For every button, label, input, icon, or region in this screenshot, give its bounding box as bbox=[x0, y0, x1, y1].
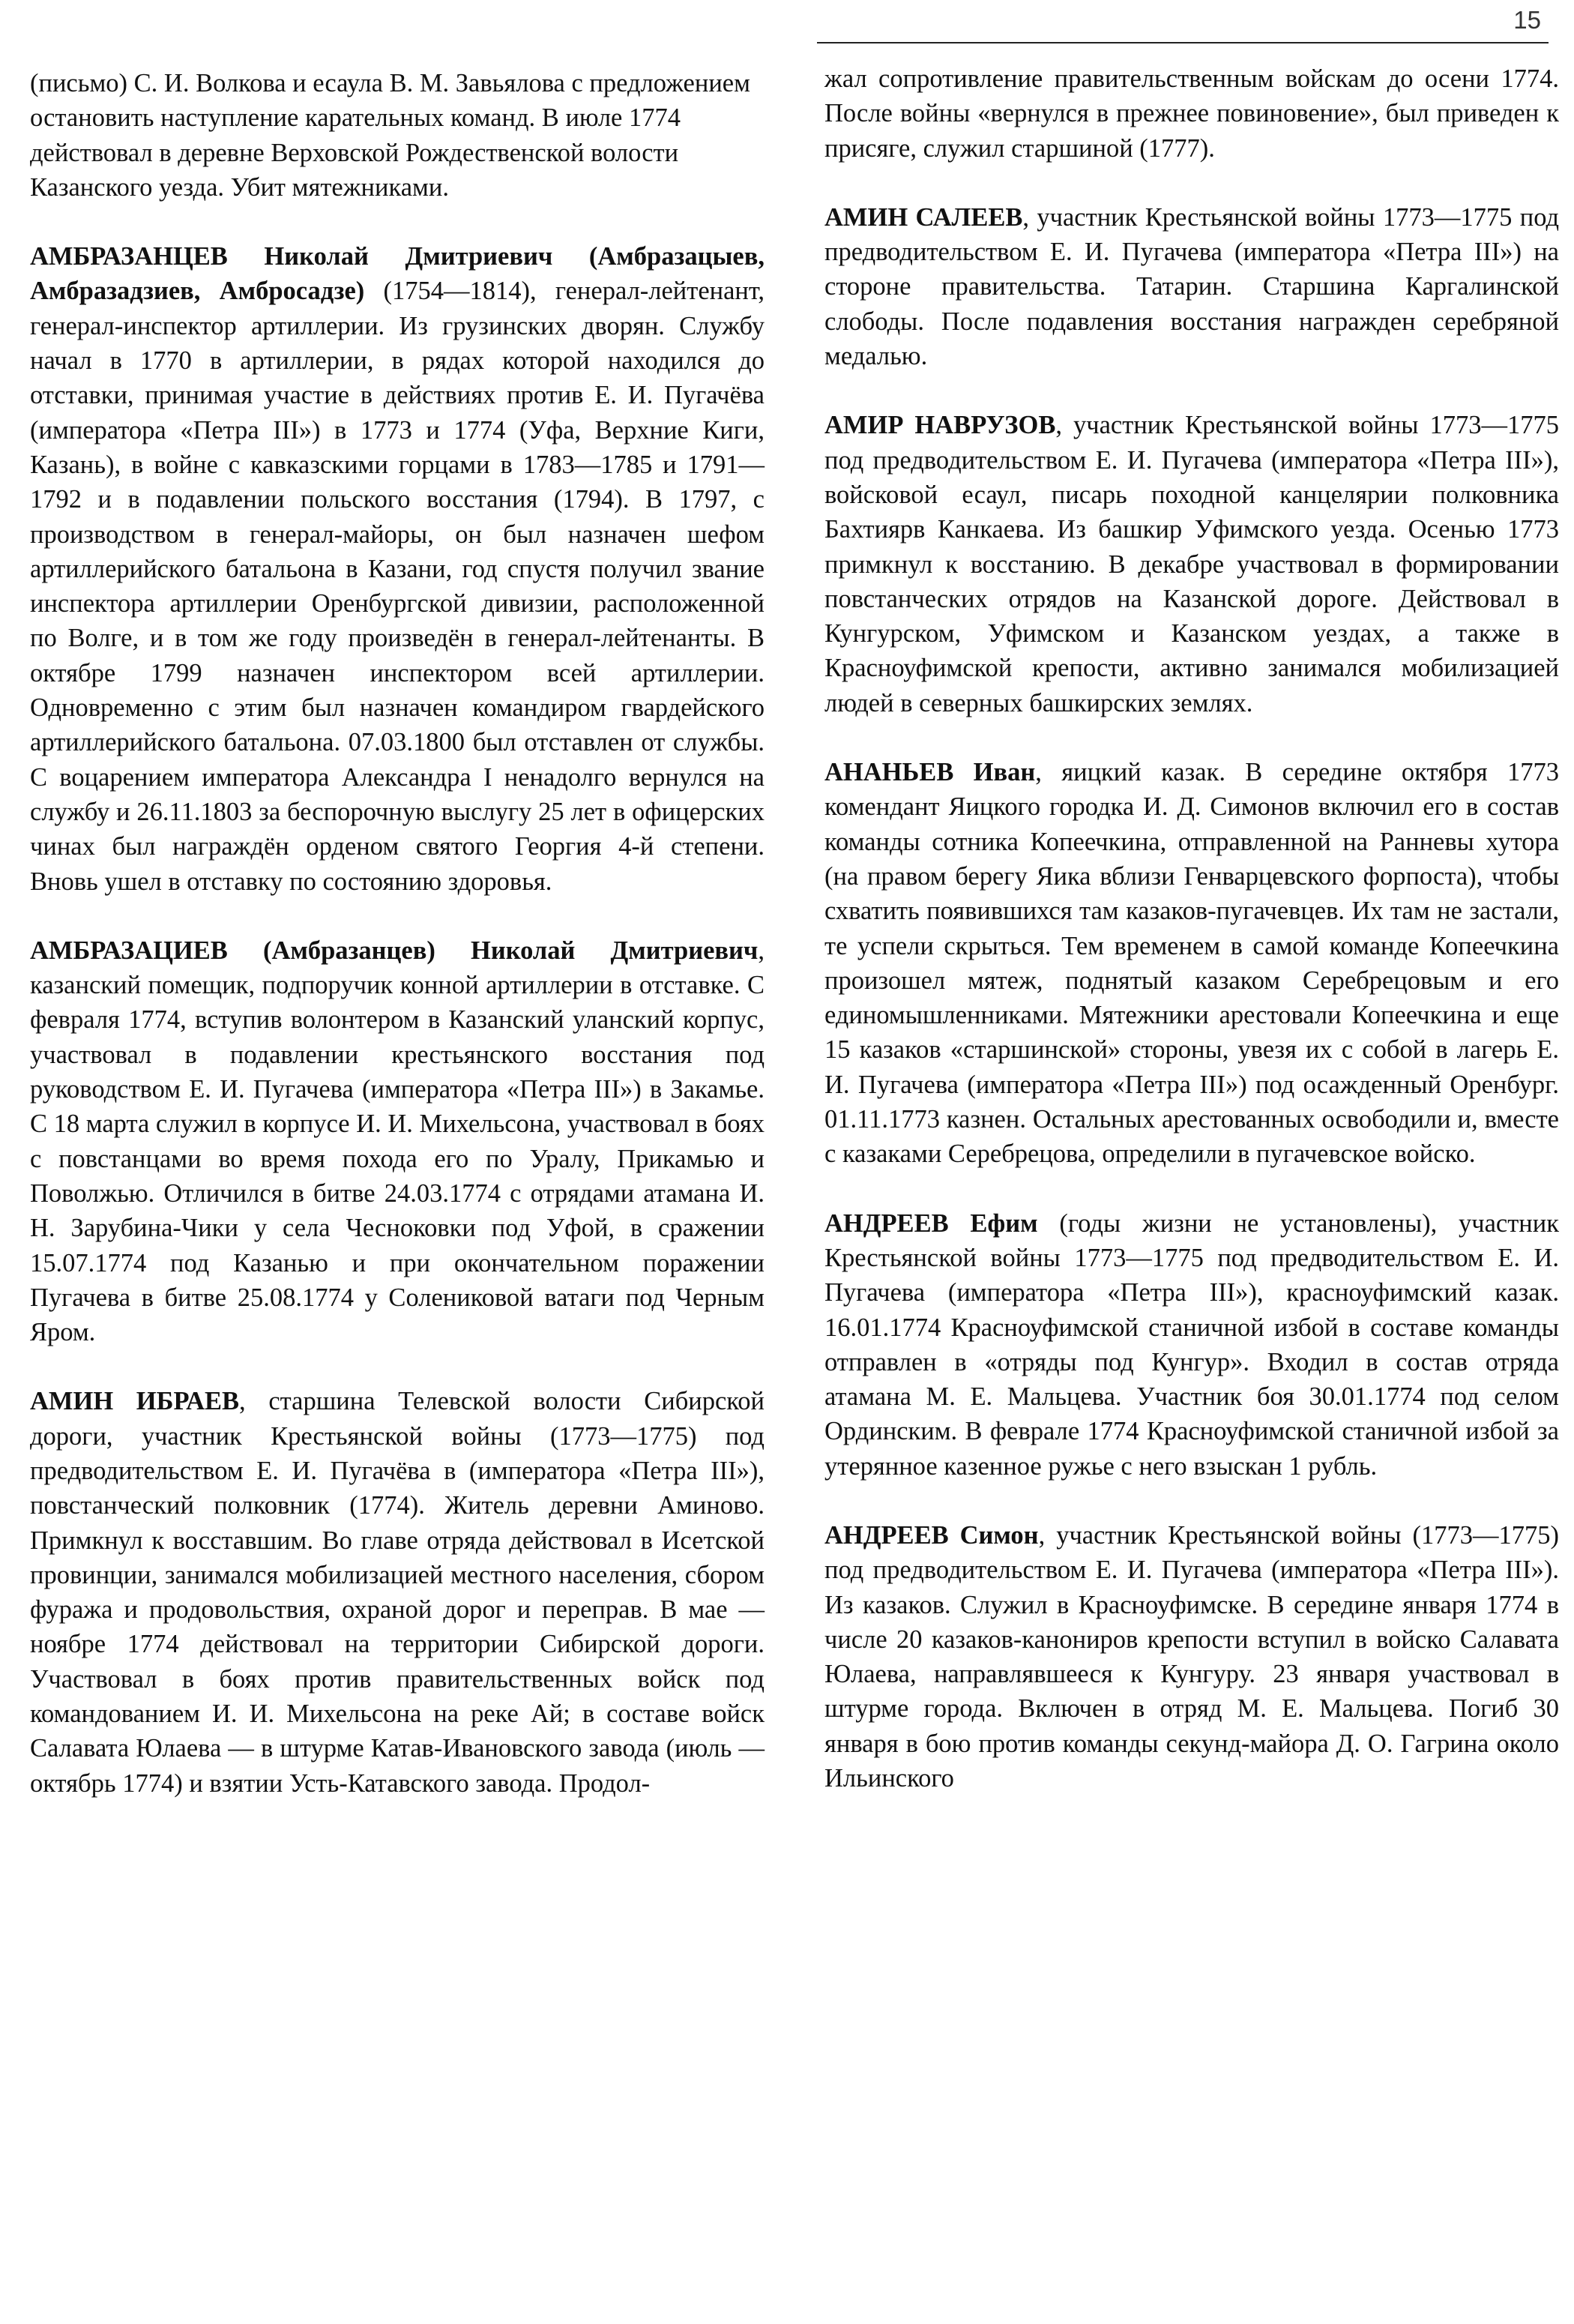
entry-title: АНДРЕЕВ Ефим bbox=[824, 1208, 1038, 1238]
entry-title: АМИН САЛЕЕВ bbox=[824, 202, 1023, 232]
entry-text: , старшина Телевской волости Сибирской дороги, участник Крестьянской войны (1773—1775) под предводительством Е. И. Пугачёва в (императора «Петра III»), повстанческий полковник (1774). Житель деревни Аминово. Примкнул к восставшим. Во главе отряда действовал в Исетской провинции, занимался мобилизацией местного населения, сбором фуража и продовольствия, охраной дорог и переправ. В мае — ноябре 1774 действовал на территории Сибирской дороги. Участвовал в боях против правительственных войск под командованием И. И. Михельсона на реке Ай; в составе войск Салавата Юлаева — в штурме Катав-Ивановского завода (июль — октябрь 1774) и взятии Усть-Катавского завода. Продол- bbox=[30, 1387, 765, 1798]
header-rule bbox=[817, 42, 1549, 43]
entry-text: , участник Крестьянской войны (1773—1775) под предводительством Е. И. Пугачева (императора «Петра III»). Из казаков. Служил в Красноуфимске. В середине января 1774 в числе 20 казаков-канониров крепости вступил в войско Салавата Юлаева, направлявшееся к Кунгуру. 23 января участвовал в штурме города. Включен в отряд М. Е. Мальцева. Погиб 30 января в бою против команды секунд-майора Д. О. Гагрина около Ильинского bbox=[824, 1520, 1559, 1793]
entry-andreev-efim bbox=[824, 1206, 1559, 1484]
left-column bbox=[30, 66, 765, 1835]
entry-title: АМИР НАВРУЗОВ bbox=[824, 411, 1056, 440]
entry-text: , участник Крестьянской войны 1773—1775 под предводительством Е. И. Пугачева (императора «Петра III») на стороне правительства. Татарин. Старшина Каргалинской слободы. После подавления восстания награжден серебряной медалью. bbox=[824, 202, 1559, 371]
entry-text: жал сопротивление правительственным войскам до осени 1774. После войны «вернулся в прежнее повиновение», был приведен к присяге, служил старшиной (1777). bbox=[824, 64, 1559, 163]
entry-text: (1754—1814), генерал-лейтенант, генерал-инспектор артиллерии. Из грузинских дворян. Службу начал в 1770 в артиллерии, в рядах которой находился до отставки, принимая участие в действиях против Е. И. Пугачёва (императора «Петра III») в 1773 и 1774 (Уфа, Верхние Киги, Казань), в войне с кавказскими горцами в 1783—1785 и 1791—1792 и в подавлении польского восстания (1794). В 1797, с производством в генерал-майоры, он был назначен шефом артиллерийского батальона в Казани, год спустя получил звание инспектора артиллерии Оренбургской дивизии, расположенной по Волге, и в том же году произведён в генерал-лейтенанты. В октябре 1799 назначен инспектором всей артиллерии. Одновременно с этим был назначен командиром гвардейского артиллерийского батальона. 07.03.1800 был отставлен от службы. С воцарением императора Александра I ненадолго вернулся на службу и 26.11.1803 за беспорочную выслугу 25 лет в офицерских чинах был награждён орденом святого Георгия 4-й степени. Вновь ушел в отставку по состоянию здоровья. bbox=[30, 277, 765, 896]
page-number: 15 bbox=[1513, 6, 1541, 34]
entry-title: АНАНЬЕВ Иван bbox=[824, 758, 1036, 787]
entry-text: , участник Крестьянской войны 1773—1775 под предводительством Е. И. Пугачева (императора «Петра III»), войсковой есаул, писарь походной канцелярии полковника Бахтиярв Канкаева. Из башкир Уфимского уезда. Осенью 1773 примкнул к восстанию. В декабре участвовал в формировании повстанческих отрядов на Казанской дороге. Действовал в Кунгурском, Уфимском и Казанском уездах, а также в Красноуфимской крепости, активно занимался мобилизацией людей в северных башкирских землях. bbox=[824, 411, 1559, 717]
entry-ambrazatsiev bbox=[30, 933, 765, 1350]
entry-text: (годы жизни не установлены), участник Крестьянской войны 1773—1775 под предводительством Е. И. Пугачева (императора «Петра III»), красноуфимский казак. 16.01.1774 Красноуфимской станичной избой в составе команды отправлен в «отряды под Кунгур». Входил в состав отряда атамана М. Е. Мальцева. Участник боя 30.01.1774 под селом Ординским. В феврале 1774 Красноуфимской станичной избой за утерянное казенное ружье с него взыскан 1 рубль. bbox=[824, 1208, 1559, 1481]
entry-amir-navruzov bbox=[824, 408, 1559, 720]
entry-continuation bbox=[824, 61, 1559, 166]
entry-text: , яицкий казак. В середине октября 1773 комендант Яицкого городка И. Д. Симонов включил его в состав команды сотника Копеечкина, отправленной на Ранневы хутора (на правом берегу Яика вблизи Генварцевского форпоста), чтобы схватить появившихся там казаков-пугачевцев. Их там не застали, те успели скрыться. Тем временем в самой команде Копеечкина произошел мятеж, поднятый казаком Серебрецовым и его единомышленниками. Мятежники арестовали Копеечкина и еще 15 казаков «старшинской» стороны, увезя их с собой в лагерь Е. И. Пугачева (императора «Петра III») под осажденный Оренбург. 01.11.1773 казнен. Остальных арестованных освободили и, вместе с казаками Серебрецова, определили в пугачевское войско. bbox=[824, 758, 1559, 1169]
entry-title: АНДРЕЕВ Симон bbox=[824, 1520, 1039, 1550]
entry-amin-saleev bbox=[824, 200, 1559, 373]
entry-title: АМБРАЗАЦИЕВ (Амбразанцев) Николай Дмитриевич bbox=[30, 936, 759, 965]
entry-ananiev-ivan bbox=[824, 755, 1559, 1172]
entry-title: АМБРАЗАНЦЕВ Николай Дмитриевич (Амбразацыев, Амбразадзиев, Амбросадзе) bbox=[30, 242, 765, 306]
right-column bbox=[824, 61, 1559, 1830]
entry-continuation bbox=[30, 66, 765, 205]
entry-ambrazantsev bbox=[30, 239, 765, 899]
entry-text: , казанский помещик, подпоручик конной артиллерии в отставке. С февраля 1774, вступив волонтером в Казанский уланский корпус, участвовал в подавлении крестьянского восстания под руководством Е. И. Пугачева (императора «Петра III») в Закамье. С 18 марта служил в корпусе И. И. Михельсона, участвовал в боях с повстанцами во время похода его по Уралу, Прикамью и Поволжью. Отличился в битве 24.03.1774 с отрядами атамана И. Н. Зарубина-Чики у села Чесноковки под Уфой, в сражении 15.07.1774 под Казанью и при окончательном поражении Пугачева в битве 25.08.1774 у Солениковой ватаги под Черным Яром. bbox=[30, 936, 765, 1347]
entry-amin-ibraev bbox=[30, 1384, 765, 1801]
entry-text: (письмо) С. И. Волкова и есаула В. М. Завьялова с предложением остановить наступление карательных команд. В июле 1774 действовал в деревне Верховской Рождественской волости Казанского уезда. Убит мятежниками. bbox=[30, 69, 750, 202]
entry-title: АМИН ИБРАЕВ bbox=[30, 1387, 240, 1416]
entry-andreev-simon bbox=[824, 1518, 1559, 1795]
